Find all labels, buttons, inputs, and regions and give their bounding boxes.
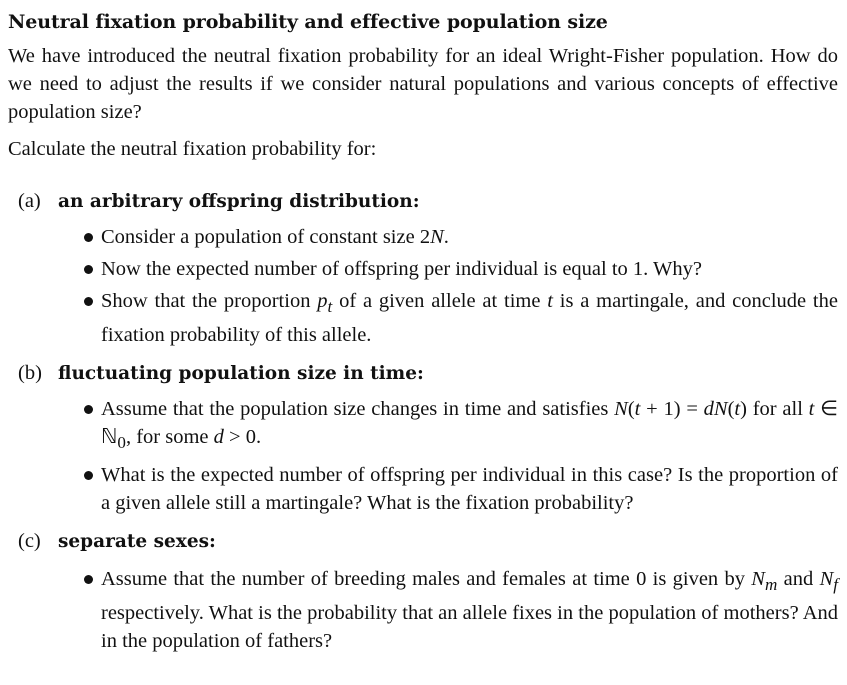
bullet-dot-icon [84,471,93,480]
part-c-bullet-list [8,565,838,655]
part-a [8,187,838,349]
part-c-letter: (c) [18,530,41,553]
bullet-text: Show that the proportion $p_t$ of a given allele at time t is a martingale, and conclude the fixation probability of this allele. [101,290,838,347]
part-a-bullet-3 [8,287,838,349]
bullet-text: Assume that the number of breeding males and females at time 0 is given by $N_m$ and $N_f$ respectively. What is the probability that an allele fixes in the population of mothers? And in the population of fathers? [101,568,838,653]
instruction-paragraph: Calculate the neutral fixation probability for: [8,138,377,160]
part-b [8,359,838,517]
bullet-dot-icon [84,405,93,414]
bullet-text: Now the expected number of offspring per individual is equal to 1. Why? [101,258,702,280]
part-b-bullet-list [8,395,838,517]
bullet-dot-icon [84,575,93,584]
bullet-dot-icon [84,297,93,306]
part-c-header [18,527,838,556]
intro-paragraph: We have introduced the neutral fixation probability for an ideal Wright-Fisher population. How do we need to adjust the results if we consider natural populations and various concepts of effective population size? [8,45,838,123]
bullet-text: What is the expected number of offspring per individual in this case? Is the proportion of a given allele still a martingale? What is the fixation probability? [101,464,838,515]
bullet-dot-icon [84,233,93,242]
part-a-bullet-2 [8,255,838,283]
part-a-title: an arbitrary offspring distribution: [58,191,420,212]
part-a-letter: (a) [18,190,41,212]
bullet-text: Consider a population of constant size 2N. [101,226,449,248]
part-b-letter: (b) [18,362,42,385]
part-a-header [18,187,838,216]
part-b-title: fluctuating population size in time: [58,363,424,385]
part-a-bullet-list [8,223,838,349]
exercise-heading: Neutral fixation probability and effective population size [8,11,608,33]
bullet-dot-icon [84,265,93,274]
part-b-bullet-2 [8,461,838,517]
part-a-bullet-1 [8,223,838,251]
exercise-page [8,8,838,655]
bullet-text: Assume that the population size changes in time and satisfies N(t + 1) = dN(t) for all t ∈ ℕ$_0$, for some d > 0. [101,398,838,453]
part-c [8,527,838,655]
part-b-header [18,359,838,388]
part-c-bullet-1 [8,565,838,655]
part-b-bullet-1 [8,395,838,457]
part-c-title: separate sexes: [58,531,216,553]
